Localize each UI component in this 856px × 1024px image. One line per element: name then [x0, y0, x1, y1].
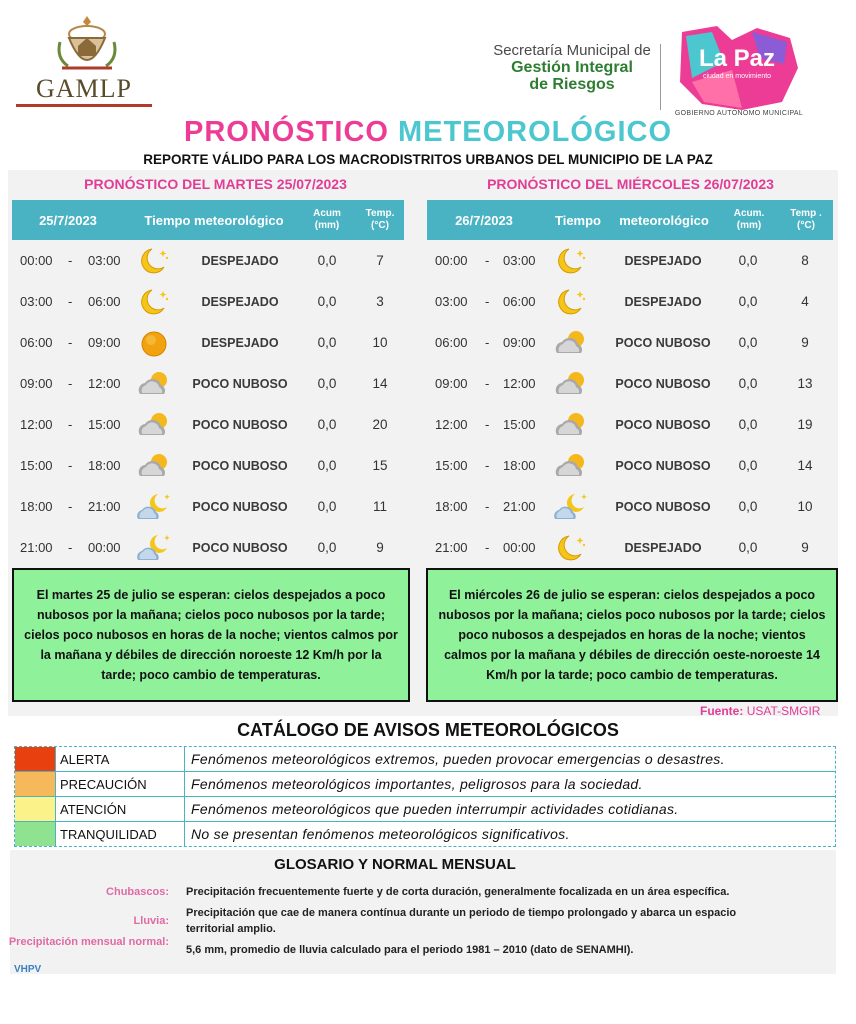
moon-cloud-icon — [134, 486, 174, 527]
time-dash: - — [68, 540, 73, 555]
moon-stars-icon — [134, 281, 174, 322]
catalog-row — [15, 822, 835, 846]
time-end: 15:00 — [503, 417, 536, 432]
glossary-definition: 5,6 mm, promedio de lluvia calculado para el periodo 1981 – 2010 (dato de SENAMHI). — [186, 944, 634, 956]
time-dash: - — [485, 540, 490, 555]
time-end: 21:00 — [88, 499, 121, 514]
forecast-row — [12, 527, 404, 568]
temp-value: 20 — [372, 417, 388, 432]
logo-divider — [660, 44, 661, 110]
time-end: 09:00 — [503, 335, 536, 350]
acum-value: 0,0 — [738, 458, 758, 473]
condition-label: POCO NUBOSO — [192, 417, 288, 432]
time-end: 06:00 — [503, 294, 536, 309]
forecast-row — [427, 281, 833, 322]
acum-value: 0,0 — [317, 458, 337, 473]
sun-cloud-icon — [551, 404, 591, 445]
title-part1: PRONÓSTICO — [183, 116, 389, 148]
alert-level-label: ATENCIÓN — [55, 797, 185, 821]
time-start: 21:00 — [435, 540, 468, 555]
acum-value: 0,0 — [317, 294, 337, 309]
alert-level-description: No se presentan fenómenos meteorológicos significativos. — [191, 826, 570, 842]
alert-level-description: Fenómenos meteorológicos que pueden interrumpir actividades cotidianas. — [191, 801, 679, 817]
time-dash: - — [485, 376, 490, 391]
acum-value: 0,0 — [738, 417, 758, 432]
catalog-title: CATÁLOGO DE AVISOS METEOROLÓGICOS — [237, 720, 619, 740]
time-dash: - — [68, 417, 73, 432]
day2-acum-header — [721, 200, 777, 240]
condition-label: POCO NUBOSO — [615, 499, 711, 514]
time-start: 03:00 — [435, 294, 468, 309]
time-dash: - — [485, 294, 490, 309]
time-end: 12:00 — [88, 376, 121, 391]
time-end: 09:00 — [88, 335, 121, 350]
glossary-definition: Precipitación que cae de manera contínua durante un periodo de tiempo prolongado y abarca un espacio territorial amplio. — [186, 907, 737, 935]
acum-value: 0,0 — [738, 294, 758, 309]
temp-value: 4 — [801, 294, 809, 309]
acum-value: 0,0 — [317, 335, 337, 350]
temp-value: 7 — [376, 253, 384, 268]
time-start: 03:00 — [20, 294, 53, 309]
alert-color-swatch — [15, 747, 55, 771]
time-end: 06:00 — [88, 294, 121, 309]
source-label: Fuente: — [700, 704, 744, 718]
forecast-row — [12, 486, 404, 527]
condition-label: DESPEJADO — [201, 294, 279, 309]
time-dash: - — [68, 499, 73, 514]
condition-label: DESPEJADO — [201, 335, 279, 350]
moon-stars-icon — [134, 240, 174, 281]
condition-label: POCO NUBOSO — [615, 458, 711, 473]
glossary-definition: Precipitación frecuentemente fuerte y de corta duración, generalmente focalizada en un área específica. — [186, 886, 730, 898]
sun-icon — [134, 322, 174, 363]
time-dash: - — [485, 335, 490, 350]
gobierno-label: GOBIERNO AUTÓNOMO MUNICIPAL — [674, 110, 804, 117]
temp-value: 15 — [372, 458, 388, 473]
time-start: 06:00 — [20, 335, 53, 350]
gamlp-underline — [16, 104, 152, 107]
temp-value: 10 — [372, 335, 388, 350]
sun-cloud-icon — [134, 404, 174, 445]
acum-value: 0,0 — [738, 253, 758, 268]
acum-value: 0,0 — [317, 376, 337, 391]
alert-level-label: ALERTA — [55, 747, 185, 771]
time-end: 18:00 — [503, 458, 536, 473]
day1-heading: PRONÓSTICO DEL MARTES 25/07/2023 — [84, 176, 347, 192]
condition-label: POCO NUBOSO — [192, 499, 288, 514]
time-start: 12:00 — [435, 417, 468, 432]
forecast-row — [427, 445, 833, 486]
glossary-term: Precipitación mensual normal: — [8, 936, 169, 948]
time-dash: - — [68, 294, 73, 309]
time-start: 00:00 — [20, 253, 53, 268]
time-dash: - — [485, 253, 490, 268]
acum-value: 0,0 — [317, 540, 337, 555]
alert-level-description: Fenómenos meteorológicos extremos, pueden provocar emergencias o desastres. — [191, 751, 725, 767]
time-start: 18:00 — [20, 499, 53, 514]
alert-level-description: Fenómenos meteorológicos importantes, peligrosos para la sociedad. — [191, 776, 643, 792]
temp-value: 9 — [801, 335, 809, 350]
alert-color-swatch — [15, 797, 55, 821]
title-part2: METEOROLÓGICO — [398, 116, 673, 148]
time-dash: - — [68, 458, 73, 473]
acum-value: 0,0 — [738, 376, 758, 391]
temp-value: 19 — [797, 417, 813, 432]
moon-stars-icon — [551, 281, 591, 322]
forecast-row — [12, 281, 404, 322]
day1-temp-header-l2: (°C) — [371, 220, 389, 231]
day2-tiempo-header-a: Tiempo — [555, 212, 601, 228]
time-start: 00:00 — [435, 253, 468, 268]
day1-temp-header — [356, 200, 404, 240]
time-end: 03:00 — [88, 253, 121, 268]
gamlp-wordmark: GAMLP — [35, 74, 132, 103]
forecast-row — [427, 404, 833, 445]
acum-value: 0,0 — [738, 335, 758, 350]
day1-tiempo-header: Tiempo meteorológico — [144, 212, 284, 228]
day1-date-header: 25/7/2023 — [39, 212, 97, 228]
alert-color-swatch — [15, 822, 55, 846]
alert-level-label: PRECAUCIÓN — [55, 772, 185, 796]
time-end: 00:00 — [88, 540, 121, 555]
time-start: 12:00 — [20, 417, 53, 432]
acum-value: 0,0 — [317, 417, 337, 432]
condition-label: DESPEJADO — [624, 540, 702, 555]
time-end: 15:00 — [88, 417, 121, 432]
time-dash: - — [68, 376, 73, 391]
day2-acum-header-l1: Acum. — [733, 208, 765, 219]
secretaria-line3: de Riesgos — [529, 76, 615, 93]
source-value: USAT-SMGIR — [746, 704, 821, 718]
day1-summary: El martes 25 de julio se esperan: cielos despejados a poco nubosos por la mañana; cielos poco nubosos por la tarde; cielos poco nubosos en horas de la noche; vientos calmos por la mañana y débiles de dirección noroeste 12 Km/h por la tarde; poco cambio de temperaturas. — [12, 568, 410, 702]
sun-cloud-icon — [551, 445, 591, 486]
condition-label: POCO NUBOSO — [192, 458, 288, 473]
time-dash: - — [68, 253, 73, 268]
moon-stars-icon — [551, 527, 591, 568]
condition-label: DESPEJADO — [624, 253, 702, 268]
catalog-row — [15, 747, 835, 772]
day1-temp-header-l1: Temp. — [365, 208, 395, 219]
time-start: 15:00 — [435, 458, 468, 473]
time-end: 12:00 — [503, 376, 536, 391]
time-dash: - — [68, 335, 73, 350]
day2-temp-header-l1: Temp . — [790, 208, 822, 219]
alert-color-swatch — [15, 772, 55, 796]
time-dash: - — [485, 417, 490, 432]
day2-temp-header — [781, 200, 831, 240]
forecast-row — [12, 445, 404, 486]
day2-date-header: 26/7/2023 — [455, 212, 513, 228]
time-start: 09:00 — [20, 376, 53, 391]
condition-label: POCO NUBOSO — [615, 376, 711, 391]
temp-value: 8 — [801, 253, 809, 268]
source-note — [700, 704, 820, 718]
catalog-table — [14, 746, 836, 847]
sun-cloud-icon — [134, 445, 174, 486]
glossary-term: Chubascos: — [106, 886, 169, 898]
glossary-term: Lluvia: — [133, 915, 169, 927]
forecast-row — [427, 527, 833, 568]
time-end: 18:00 — [88, 458, 121, 473]
time-start: 21:00 — [20, 540, 53, 555]
day1-acum-header — [302, 200, 352, 240]
time-end: 03:00 — [503, 253, 536, 268]
page-subtitle: REPORTE VÁLIDO PARA LOS MACRODISTRITOS URBANOS DEL MUNICIPIO DE LA PAZ — [143, 152, 713, 167]
temp-value: 13 — [797, 376, 813, 391]
temp-value: 9 — [801, 540, 809, 555]
day1-table-header — [12, 200, 404, 240]
forecast-row — [427, 363, 833, 404]
day1-acum-header-l1: Acum — [313, 208, 341, 219]
time-start: 18:00 — [435, 499, 468, 514]
coat-of-arms-icon — [52, 12, 122, 74]
acum-value: 0,0 — [738, 499, 758, 514]
day2-summary: El miércoles 26 de julio se esperan: cielos despejados a poco nubosos por la mañana; cielos poco nubosos por la tarde; cielos poco nubosos a despejados en horas de la noche; vientos calmos por la mañana y débiles de dirección oeste-noroeste 14 Km/h por la tarde; poco cambio de temperaturas. — [426, 568, 838, 702]
lapaz-tagline: ciudad en movimiento — [702, 73, 772, 80]
acum-value: 0,0 — [317, 253, 337, 268]
condition-label: POCO NUBOSO — [615, 417, 711, 432]
moon-cloud-icon — [134, 527, 174, 568]
condition-label: POCO NUBOSO — [615, 335, 711, 350]
condition-label: POCO NUBOSO — [192, 540, 288, 555]
acum-value: 0,0 — [317, 499, 337, 514]
secretaria-logo — [492, 42, 652, 93]
condition-label: POCO NUBOSO — [192, 376, 288, 391]
time-end: 21:00 — [503, 499, 536, 514]
day1-acum-header-l2: (mm) — [314, 220, 340, 231]
day2-table-header — [427, 200, 833, 240]
temp-value: 14 — [372, 376, 388, 391]
day2-temp-header-l2: (°C) — [797, 220, 815, 231]
sun-cloud-icon — [134, 363, 174, 404]
footer-initials: VHPV — [14, 964, 42, 975]
secretaria-line1: Secretaría Municipal de — [493, 42, 651, 59]
la-paz-logo — [672, 22, 802, 117]
lapaz-wordmark: La Paz — [698, 45, 776, 72]
catalog-row — [15, 772, 835, 797]
catalog-row — [15, 797, 835, 822]
condition-label: DESPEJADO — [624, 294, 702, 309]
alert-level-label: TRANQUILIDAD — [55, 822, 185, 846]
temp-value: 3 — [376, 294, 384, 309]
day2-heading: PRONÓSTICO DEL MIÉRCOLES 26/07/2023 — [487, 176, 774, 192]
glossary-title: GLOSARIO Y NORMAL MENSUAL — [274, 856, 516, 873]
forecast-row — [12, 404, 404, 445]
time-end: 00:00 — [503, 540, 536, 555]
header — [0, 0, 856, 120]
acum-value: 0,0 — [738, 540, 758, 555]
forecast-row — [427, 322, 833, 363]
temp-value: 9 — [376, 540, 384, 555]
forecast-row — [427, 240, 833, 281]
forecast-row — [12, 240, 404, 281]
day2-tiempo-header-b: meteorológico — [619, 212, 709, 228]
page-title — [0, 116, 856, 149]
time-start: 15:00 — [20, 458, 53, 473]
forecast-row — [12, 322, 404, 363]
day2-acum-header-l2: (mm) — [736, 220, 762, 231]
sun-cloud-icon — [551, 363, 591, 404]
moon-cloud-icon — [551, 486, 591, 527]
temp-value: 11 — [372, 499, 387, 514]
temp-value: 10 — [797, 499, 813, 514]
forecast-row — [12, 363, 404, 404]
gamlp-logo — [14, 12, 154, 112]
sun-cloud-icon — [551, 322, 591, 363]
time-dash: - — [485, 458, 490, 473]
time-start: 06:00 — [435, 335, 468, 350]
secretaria-line2: Gestión Integral — [511, 59, 633, 76]
condition-label: DESPEJADO — [201, 253, 279, 268]
time-start: 09:00 — [435, 376, 468, 391]
temp-value: 14 — [797, 458, 813, 473]
forecast-row — [427, 486, 833, 527]
moon-stars-icon — [551, 240, 591, 281]
time-dash: - — [485, 499, 490, 514]
